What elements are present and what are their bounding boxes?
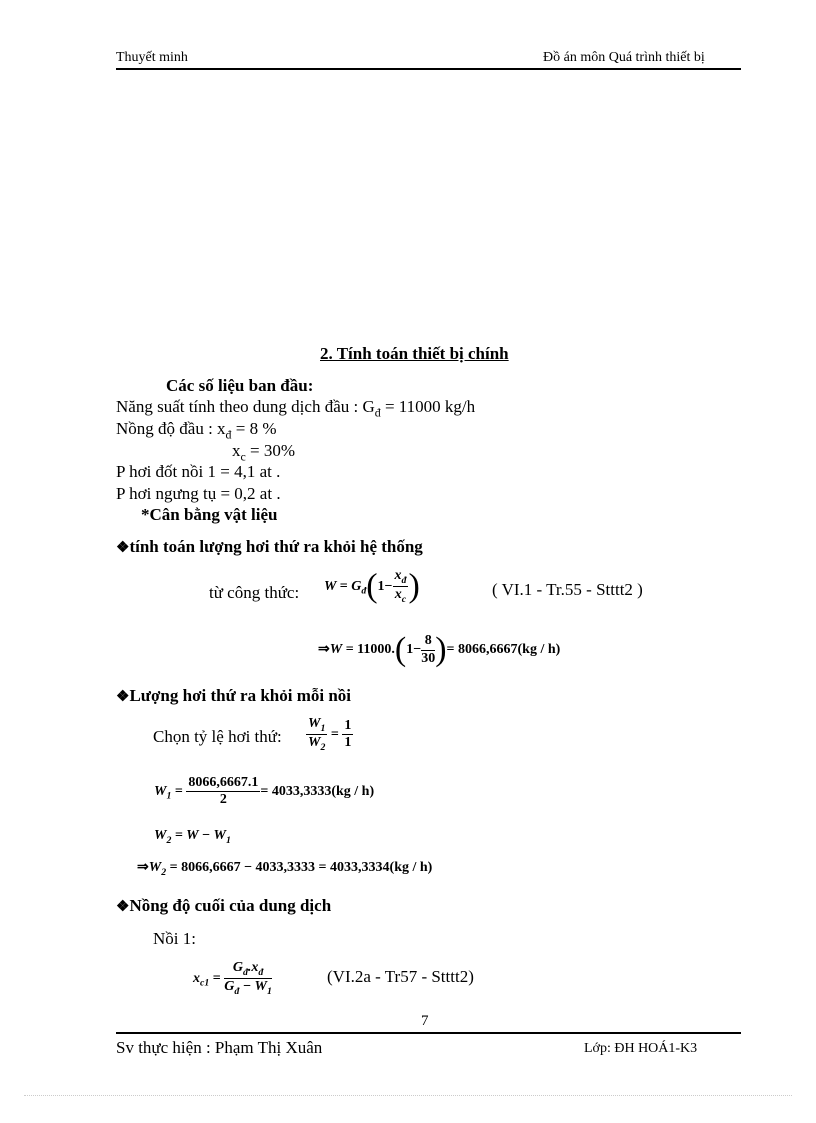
capacity-line: Năng suất tính theo dung dịch đầu : $G_đ = 11000$ kg/h <box>116 397 476 420</box>
formula-2-reference: (VI.2a - Tr57 - Stttt2) <box>327 967 474 986</box>
p-heating-line: P hơi đốt nồi 1 = 4,1 at . <box>116 462 281 481</box>
xc1-formula: $x_{c1}$ = $\frac{G_đ.x_đ}{G_đ - W_1}$ <box>193 960 272 997</box>
w2-calc: $\Rightarrow W_2 = 8066,6667 - 4033,3333 = 4033,3334(kg / h)$ <box>137 860 433 878</box>
formula-label: từ công thức: <box>209 583 300 602</box>
footer-left: Sv thực hiện : Phạm Thị Xuân <box>116 1038 323 1057</box>
diamond-bullet-icon: ❖ <box>116 540 130 556</box>
section-title: 2. Tính toán thiết bị chính <box>320 344 509 363</box>
w1-formula: $W_1$ = $\frac{8066,6667.1}{2}$ = 4033,3333(kg / h) <box>154 775 375 808</box>
diamond-bullet-icon: ❖ <box>116 899 130 915</box>
formula-1-reference: ( VI.1 - Tr.55 - Stttt2 ) <box>492 580 643 599</box>
formula-w-calc: ⇒W = 11000.(1− $\frac{8}{30}$ )= 8066,6667(kg / h) <box>318 631 561 668</box>
pot-1-label: Nồi 1: <box>153 929 196 948</box>
header-left: Thuyết minh <box>116 50 188 65</box>
footer-rule <box>116 1032 741 1034</box>
footer-right: Lớp: ĐH HOÁ1-K3 <box>584 1041 698 1056</box>
conc-end-line: $x_c = 30\%$ <box>232 441 296 464</box>
ratio-label: Chọn tỷ lệ hơi thứ: <box>153 727 282 746</box>
formula-w: $W = G_đ(1-$ $\frac{x_đ}{x_c}$ ) <box>324 567 420 605</box>
ratio-formula: $\frac{W_1}{W_2}$ = $\frac{1}{1}$ <box>308 716 352 753</box>
bullet-1-heading: ❖tính toán lượng hơi thứ ra khỏi hệ thống <box>116 537 423 556</box>
p-condense-line: P hơi ngưng tụ = 0,2 at . <box>116 484 281 503</box>
header-rule <box>116 68 741 70</box>
w2-formula: $W_2 = W - W_1$ <box>154 828 231 846</box>
bullet-3-heading: ❖Nồng độ cuối của dung dịch <box>116 896 332 915</box>
initial-data-heading: Các số liệu ban đầu: <box>166 376 314 395</box>
bullet-2-heading: ❖Lượng hơi thứ ra khỏi mỗi nồi <box>116 686 352 705</box>
conc-start-line: Nồng độ đầu : $x_đ = 8$ % <box>116 419 277 442</box>
page-number: 7 <box>421 1013 429 1029</box>
header-right: Đồ án môn Quá trình thiết bị <box>543 50 705 65</box>
material-balance-heading: *Cân bằng vật liệu <box>141 505 278 524</box>
diamond-bullet-icon: ❖ <box>116 689 130 705</box>
page-edge-divider <box>24 1095 792 1096</box>
